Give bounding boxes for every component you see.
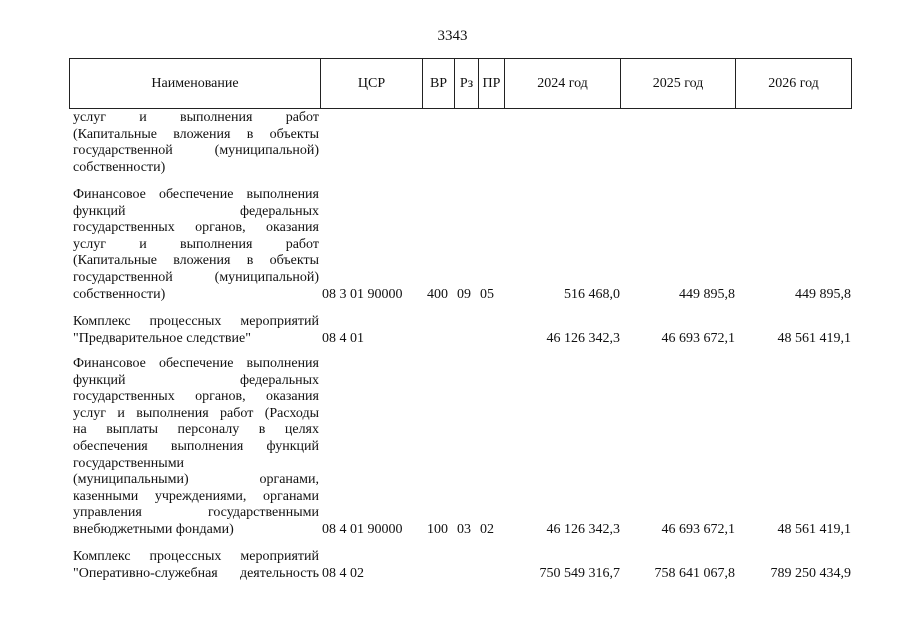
row-name — [73, 314, 319, 347]
cell-2024: 46 126 342,3 — [546, 330, 620, 346]
cell-2025: 449 895,8 — [679, 286, 735, 302]
cell-rz: 03 — [457, 522, 471, 537]
row-name-line: собственности) — [73, 286, 166, 302]
row-name-line: Финансовое обеспечение выполнения — [73, 356, 319, 371]
table-row — [0, 314, 905, 347]
table-row — [0, 187, 905, 303]
table-row — [0, 110, 905, 176]
table-row — [0, 356, 905, 539]
cell-2026: 789 250 434,9 — [770, 565, 851, 581]
row-name-line: услуг и выполнения работ — [73, 110, 319, 125]
row-name-line: услуг и выполнения работ (Расходы — [73, 405, 319, 421]
row-name-line: функций федеральных — [73, 372, 319, 388]
cell-pr: 05 — [480, 286, 494, 302]
row-name-line: на выплаты персоналу в целях — [73, 422, 319, 438]
row-name-line: функций федеральных — [73, 203, 319, 219]
row-name-line: (муниципальными) органами, — [73, 472, 319, 488]
row-name — [73, 187, 319, 303]
header-pr: ПР — [479, 59, 505, 108]
row-name — [73, 549, 319, 582]
row-name-line: Финансовое обеспечение выполнения — [73, 187, 319, 202]
row-name-line: собственности) — [73, 159, 166, 175]
table-header — [69, 58, 852, 109]
cell-2026: 449 895,8 — [795, 286, 851, 302]
row-name-line: казенными учреждениями, органами — [73, 488, 319, 504]
cell-vr: 400 — [427, 286, 448, 302]
cell-2024: 46 126 342,3 — [546, 522, 620, 537]
row-name-line: Комплекс процессных мероприятий — [73, 314, 319, 329]
row-name-line: (Капитальные вложения в объекты — [73, 253, 319, 269]
row-name — [73, 356, 319, 539]
cell-csr: 08 3 01 90000 — [322, 286, 403, 302]
cell-2025: 758 641 067,8 — [654, 565, 735, 581]
header-2024: 2024 год — [505, 59, 621, 108]
header-vr: ВР — [423, 59, 455, 108]
cell-pr: 02 — [480, 522, 494, 537]
row-name-line: управления государственными — [73, 505, 319, 521]
row-name-line: Комплекс процессных мероприятий — [73, 549, 319, 564]
table-row — [0, 549, 905, 582]
header-2025: 2025 год — [621, 59, 736, 108]
cell-csr: 08 4 02 — [322, 565, 364, 581]
cell-csr: 08 4 01 — [322, 330, 364, 346]
header-name: Наименование — [70, 59, 321, 108]
row-name-line: обеспечения выполнения функций — [73, 438, 319, 454]
header-rz: Рз — [455, 59, 479, 108]
cell-2024: 516 468,0 — [564, 286, 620, 302]
header-csr: ЦСР — [321, 59, 423, 108]
row-name-line: государственной (муниципальной) — [73, 143, 319, 159]
cell-2024: 750 549 316,7 — [539, 565, 620, 581]
page-number: 3343 — [437, 28, 468, 44]
row-name-line: услуг и выполнения работ — [73, 236, 319, 252]
cell-vr: 100 — [427, 522, 448, 537]
cell-csr: 08 4 01 90000 — [322, 522, 403, 537]
cell-2025: 46 693 672,1 — [661, 330, 735, 346]
cell-2026: 48 561 419,1 — [777, 522, 851, 537]
row-name-line: государственной (муниципальной) — [73, 269, 319, 285]
cell-2026: 48 561 419,1 — [777, 330, 851, 346]
cell-2025: 46 693 672,1 — [661, 522, 735, 537]
header-2026: 2026 год — [768, 76, 819, 91]
row-name-line: (Капитальные вложения в объекты — [73, 126, 319, 142]
row-name — [73, 110, 319, 176]
row-name-line: "Предварительное следствие" — [73, 330, 251, 346]
row-name-line: государственных органов, оказания — [73, 220, 319, 236]
row-name-line: "Оперативно-служебная деятельность — [73, 565, 319, 581]
row-name-line: государственных органов, оказания — [73, 389, 319, 405]
cell-rz: 09 — [457, 286, 471, 302]
row-name-line: внебюджетными фондами) — [73, 521, 234, 537]
row-name-line: государственными — [73, 455, 185, 471]
